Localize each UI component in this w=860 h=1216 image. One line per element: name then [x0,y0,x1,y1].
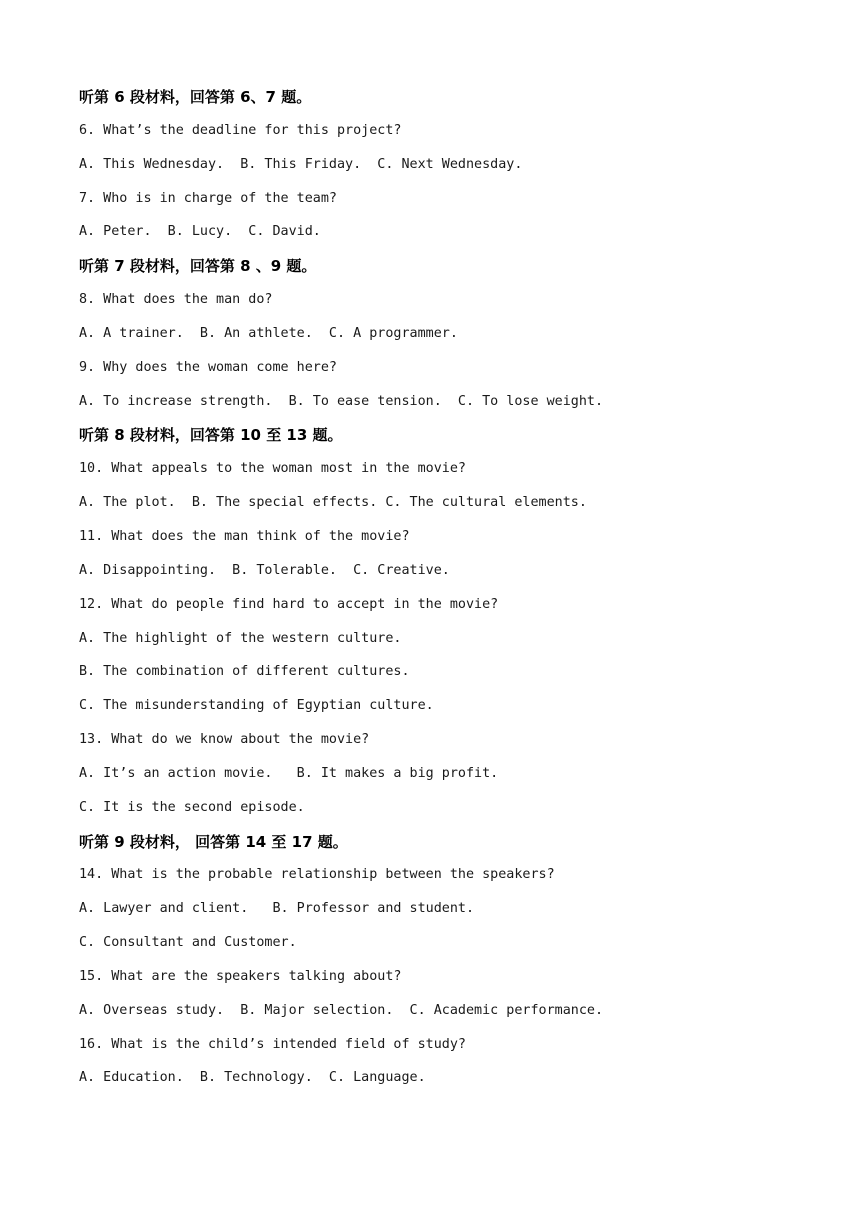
text-line: C. Consultant and Customer. [79,935,297,951]
text-line: 10. What appeals to the woman most in the movie? [79,461,466,477]
text-line: C. The misunderstanding of Egyptian culture. [79,698,434,714]
text-line: 11. What does the man think of the movie? [79,528,410,544]
text-line: C. It is the second episode. [79,799,305,815]
section-heading: 听第 9 段材料， 回答第 14 至 17 题。 [79,832,348,851]
text-line: A. To increase strength. B. To ease tension. C. To lose weight. [79,393,604,409]
text-line: A. Peter. B. Lucy. C. David. [79,224,321,240]
section-heading: 听第 8 段材料，回答第 10 至 13 题。 [79,426,343,445]
text-line: B. The combination of different cultures. [79,664,410,680]
text-line: A. Overseas study. B. Major selection. C. Academic performance. [79,1002,604,1018]
text-line: 15. What are the speakers talking about? [79,968,402,984]
text-line: 7. Who is in charge of the team? [79,190,337,206]
text-line: 13. What do we know about the movie? [79,732,370,748]
text-line: 16. What is the child’s intended field of study? [79,1036,466,1052]
text-line: 12. What do people find hard to accept in the movie? [79,596,499,612]
text-line: A. A trainer. B. An athlete. C. A programmer. [79,325,458,341]
text-line: A. Education. B. Technology. C. Language. [79,1070,426,1086]
section-heading: 听第 6 段材料，回答第 6、7 题。 [79,88,312,106]
text-line: A. The highlight of the western culture. [79,630,402,646]
text-line: A. The plot. B. The special effects. C. The cultural elements. [79,495,587,511]
section-heading: 听第 7 段材料，回答第 8 、9 题。 [79,257,317,276]
text-line: A. This Wednesday. B. This Friday. C. Next Wednesday. [79,156,523,172]
text-line: 6. What’s the deadline for this project? [79,122,402,138]
text-line: 8. What does the man do? [79,292,273,308]
text-line: 14. What is the probable relationship between the speakers? [79,867,555,883]
text-line: A. It’s an action movie. B. It makes a big profit. [79,765,499,781]
text-line: 9. Why does the woman come here? [79,359,337,375]
text-line: A. Lawyer and client. B. Professor and student. [79,901,475,917]
text-line: A. Disappointing. B. Tolerable. C. Creative. [79,562,450,578]
document-content [79,84,819,1099]
